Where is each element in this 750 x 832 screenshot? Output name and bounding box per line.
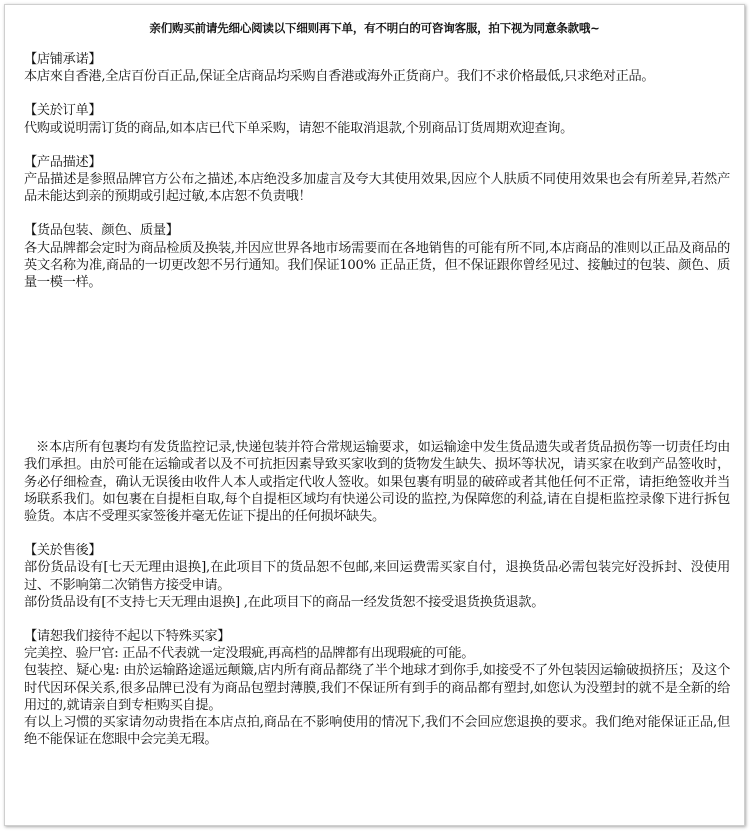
section-special-buyers: [24, 628, 730, 748]
section-body-after-sales-1: 部份货品设有[七天无理由退换],在此项目下的货品恕不包邮,来回运费需买家自付，退换货品必需包装完好没拆封、没使用过、不影响第二次销售方接受申请。: [24, 560, 730, 593]
section-title-after-sales: 【关於售後】: [24, 543, 102, 559]
section-body-special-buyers-1: 完美控、验尸官: 正品不代表就一定没瑕疵,再高档的品牌都有出现瑕疵的可能。: [24, 646, 475, 662]
section-title-store-promise: 【店铺承诺】: [24, 52, 102, 67]
section-body-delivery-notice: ※本店所有包裹均有发货监控记录,快递包装并符合常规运输要求，如运输途中发生货品遗失或者货品损伤等一切责任均由我们承担。由於可能在运输或者以及不可抗拒因素导致买家收到的货物发生缺失、损坏等状况，请买家在收到产品签收时，务必仔细检查，确认无误後由收件人本人或指定代收人签收。如果包裹有明显的破碎或者其他任何不正常，请拒绝签收并当场联系我们。如包裹在自提柜自取,每个自提柜区域均有快递公司设的监控,为保障您的利益,请在自提柜监控录像下进行拆包验货。本店不受理买家签後并毫无佐证下提出的任何损坏缺失。: [24, 440, 730, 525]
section-body-after-sales-2: 部份货品设有[不支持七天无理由退换] ,在此项目下的商品一经发货恕不接受退货换货退款。: [24, 594, 545, 610]
section-body-packaging: 各大品牌都会定时为商品检质及换装,并因应世界各地市场需要而在各地销售的可能有所不同,本店商品的准则以正品及商品的英文名称为准,商品的一切更改恕不另行通知。我们保证100% 正品正货，但不保证跟你曾经见过、接触过的包装、颜色、质量一模一样。: [24, 240, 730, 291]
section-title-packaging: 【货品包装、颜色、质量】: [24, 223, 179, 239]
section-body-store-promise: 本店來自香港,全店百份百正品,保证全店商品均采购自香港或海外正货商户。我们不求价格最低,只求绝对正品。: [24, 69, 655, 85]
section-packaging: [24, 222, 730, 291]
section-body-orders: 代购或说明需订货的商品,如本店已代下单采购，请恕不能取消退款,个别商品订货周期欢迎查询。: [24, 120, 574, 136]
section-delivery-notice: [24, 439, 730, 525]
section-after-sales: [24, 542, 730, 611]
header-notice: 亲们购买前请先细心阅读以下细则再下单，有不明白的可咨询客服，拍下视为同意条款哦~: [149, 21, 600, 35]
section-body-special-buyers-2: 包装控、疑心鬼: 由於运输路途遥远颠簸,店内所有商品都绕了半个地球才到你手,如接受不了外包装因运输破损挤压；及这个时代因环保关系,很多品牌已没有为商品包塑封薄膜,我们不保证所有到手的商品都有塑封,如您认为没塑封的就不是全新的给用过的,就请亲自到专柜购买自提。: [24, 663, 730, 713]
section-orders: [24, 102, 730, 136]
section-description: [24, 154, 730, 206]
section-title-special-buyers: 【请恕我们接待不起以下特殊买家】: [24, 629, 231, 645]
section-store-promise: [24, 51, 730, 85]
blank-spacer: [24, 308, 730, 439]
section-body-special-buyers-3: 有以上习惯的买家请勿动贵指在本店点拍,商品在不影响使用的情况下,我们不会回应您退换的要求。我们绝对能保证正品,但绝不能保证在您眼中会完美无瑕。: [24, 715, 730, 748]
policy-content: [24, 51, 730, 765]
section-title-orders: 【关於订单】: [24, 103, 102, 119]
policy-panel: [4, 4, 745, 826]
section-body-description: 产品描述是参照品牌官方公布之描述,本店绝没多加虚言及夸大其使用效果,因应个人肤质不同使用效果也会有所差异,若然产品未能达到亲的预期或引起过敏,本店恕不负责哦！: [24, 172, 730, 205]
section-title-description: 【产品描述】: [24, 154, 102, 170]
